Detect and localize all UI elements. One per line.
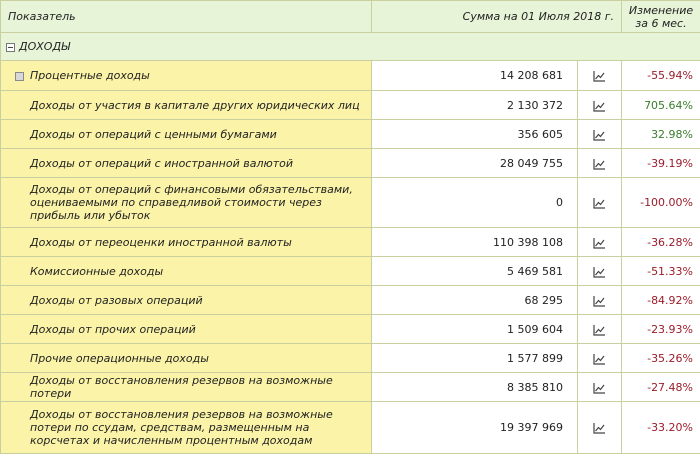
column-header-indicator[interactable]: Показатель bbox=[1, 1, 372, 33]
line-chart-icon[interactable] bbox=[593, 421, 606, 434]
row-label: Комиссионные доходы bbox=[30, 264, 164, 278]
chart-button[interactable] bbox=[578, 315, 622, 344]
table-row bbox=[1, 344, 700, 373]
row-change: 32.98% bbox=[622, 120, 700, 149]
row-label: Доходы от операций с иностранной валютой bbox=[30, 156, 294, 170]
row-value: 19 397 969 bbox=[372, 402, 578, 454]
row-label-cell[interactable] bbox=[1, 61, 372, 91]
table-header-row bbox=[1, 1, 700, 33]
row-label: Доходы от прочих операций bbox=[30, 322, 196, 336]
row-value: 0 bbox=[372, 178, 578, 228]
table-row bbox=[1, 178, 700, 228]
line-chart-icon[interactable] bbox=[593, 128, 606, 141]
chart-button[interactable] bbox=[578, 402, 622, 454]
table-row bbox=[1, 120, 700, 149]
line-chart-icon[interactable] bbox=[593, 157, 606, 170]
chart-button[interactable] bbox=[578, 61, 622, 91]
row-label: Доходы от восстановления резервов на возможные потери по ссудам, средствам, размещенным на корсчетах и начисленным процентным доходам bbox=[30, 408, 333, 447]
row-change: -23.93% bbox=[622, 315, 700, 344]
chart-button[interactable] bbox=[578, 149, 622, 178]
line-chart-icon[interactable] bbox=[593, 196, 606, 209]
line-chart-icon[interactable] bbox=[593, 236, 606, 249]
line-chart-icon[interactable] bbox=[593, 69, 606, 82]
row-label-cell[interactable] bbox=[1, 402, 372, 454]
line-chart-icon[interactable] bbox=[593, 265, 606, 278]
row-change: -55.94% bbox=[622, 61, 700, 91]
chart-button[interactable] bbox=[578, 344, 622, 373]
chart-button[interactable] bbox=[578, 373, 622, 402]
chart-button[interactable] bbox=[578, 257, 622, 286]
column-header-change[interactable]: Изменение за 6 мес. bbox=[622, 1, 700, 33]
row-label: Процентные доходы bbox=[30, 69, 150, 82]
row-value: 8 385 810 bbox=[372, 373, 578, 402]
row-change: 705.64% bbox=[622, 91, 700, 120]
chart-button[interactable] bbox=[578, 91, 622, 120]
row-label-cell[interactable] bbox=[1, 344, 372, 373]
row-value: 110 398 108 bbox=[372, 228, 578, 257]
chart-button[interactable] bbox=[578, 286, 622, 315]
line-chart-icon[interactable] bbox=[593, 381, 606, 394]
row-label-cell[interactable] bbox=[1, 315, 372, 344]
row-label: Доходы от восстановления резервов на возможные потери bbox=[30, 374, 333, 400]
row-value: 68 295 bbox=[372, 286, 578, 315]
table-row bbox=[1, 149, 700, 178]
table-row bbox=[1, 257, 700, 286]
expand-icon[interactable] bbox=[15, 72, 24, 81]
row-value: 1 509 604 bbox=[372, 315, 578, 344]
table-row bbox=[1, 91, 700, 120]
row-change: -84.92% bbox=[622, 286, 700, 315]
line-chart-icon[interactable] bbox=[593, 294, 606, 307]
row-label-cell[interactable] bbox=[1, 149, 372, 178]
column-header-sum[interactable]: Сумма на 01 Июля 2018 г. bbox=[372, 1, 622, 33]
section-cell[interactable] bbox=[1, 33, 700, 61]
row-value: 1 577 899 bbox=[372, 344, 578, 373]
row-value: 2 130 372 bbox=[372, 91, 578, 120]
line-chart-icon[interactable] bbox=[593, 99, 606, 112]
row-label: Доходы от операций с ценными бумагами bbox=[30, 127, 277, 141]
table-row bbox=[1, 402, 700, 454]
table-row bbox=[1, 228, 700, 257]
section-title: ДОХОДЫ bbox=[19, 40, 71, 53]
row-change: -100.00% bbox=[622, 178, 700, 228]
row-value: 14 208 681 bbox=[372, 61, 578, 91]
row-label-cell[interactable] bbox=[1, 91, 372, 120]
row-change: -36.28% bbox=[622, 228, 700, 257]
table-row bbox=[1, 373, 700, 402]
section-row-income bbox=[1, 33, 700, 61]
row-change: -39.19% bbox=[622, 149, 700, 178]
row-label-cell[interactable] bbox=[1, 373, 372, 402]
table-row bbox=[1, 286, 700, 315]
row-change: -35.26% bbox=[622, 344, 700, 373]
line-chart-icon[interactable] bbox=[593, 323, 606, 336]
chart-button[interactable] bbox=[578, 228, 622, 257]
row-change: -27.48% bbox=[622, 373, 700, 402]
row-label: Доходы от переоценки иностранной валюты bbox=[30, 235, 292, 249]
row-label-cell[interactable] bbox=[1, 257, 372, 286]
table-row bbox=[1, 61, 700, 91]
line-chart-icon[interactable] bbox=[593, 352, 606, 365]
chart-button[interactable] bbox=[578, 120, 622, 149]
collapse-icon[interactable] bbox=[6, 43, 15, 52]
table-row bbox=[1, 315, 700, 344]
row-label: Доходы от разовых операций bbox=[30, 293, 203, 307]
row-change: -33.20% bbox=[622, 402, 700, 454]
row-label-cell[interactable] bbox=[1, 178, 372, 228]
chart-button[interactable] bbox=[578, 178, 622, 228]
row-label-cell[interactable] bbox=[1, 286, 372, 315]
row-label: Доходы от операций с финансовыми обязательствами, оцениваемыми по справедливой стоимости через прибыль или убыток bbox=[30, 183, 353, 222]
row-label: Доходы от участия в капитале других юридических лиц bbox=[30, 98, 360, 112]
row-label-cell[interactable] bbox=[1, 120, 372, 149]
row-value: 28 049 755 bbox=[372, 149, 578, 178]
row-value: 5 469 581 bbox=[372, 257, 578, 286]
row-change: -51.33% bbox=[622, 257, 700, 286]
row-label-cell[interactable] bbox=[1, 228, 372, 257]
row-label: Прочие операционные доходы bbox=[30, 351, 209, 365]
row-value: 356 605 bbox=[372, 120, 578, 149]
